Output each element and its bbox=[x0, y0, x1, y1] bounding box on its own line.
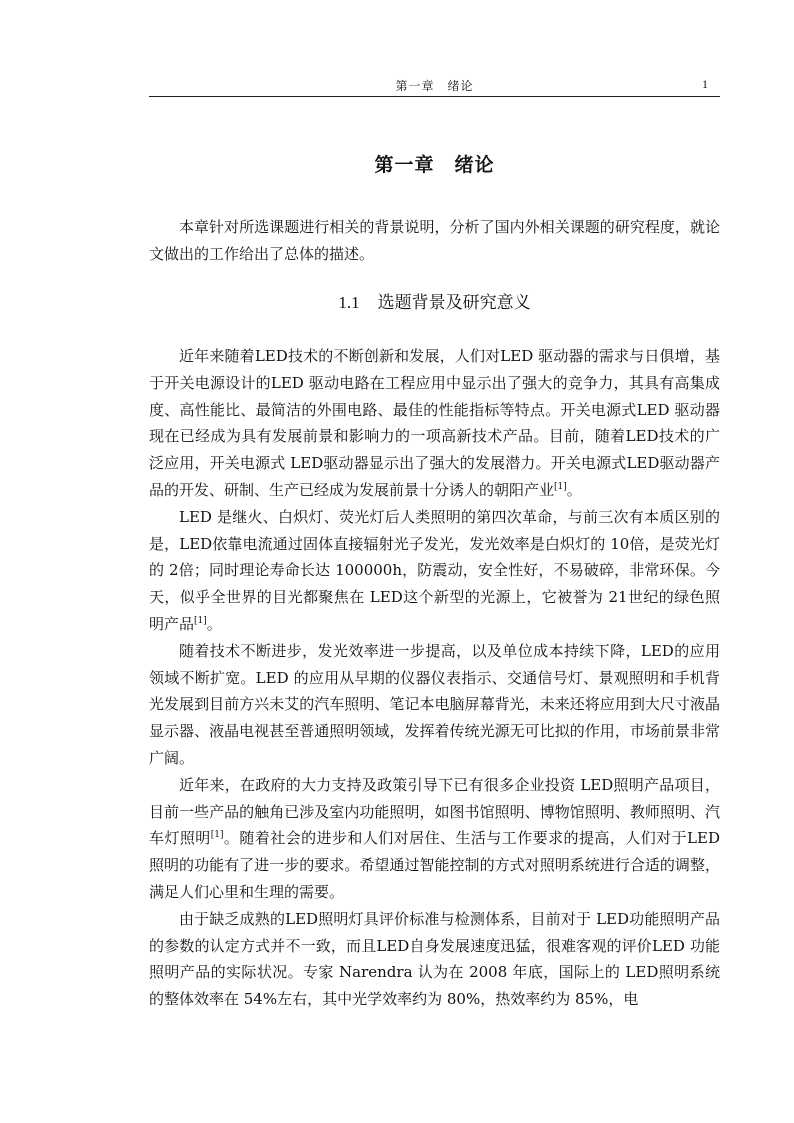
chapter-title bbox=[149, 150, 720, 177]
chapter-intro: 本章针对所选课题进行相关的背景说明，分析了国内外相关课题的研究程度，就论文做出的工作给出了总体的描述。 bbox=[149, 218, 720, 263]
section-heading bbox=[149, 288, 720, 313]
citation: [1] bbox=[554, 481, 567, 492]
page-number: 1 bbox=[702, 77, 708, 91]
citation: [1] bbox=[194, 615, 207, 626]
paragraph: 近年来随着LED技术的不断创新和发展，人们对LED 驱动器的需求与日俱增，基于开关电源设计的LED 驱动电路在工程应用中显示出了强大的竞争力，其具有高集成度、高性能比、最简洁的外围电路、最佳的性能指标等特点。开关电源式LED 驱动器现在已经成为具有发展前景和影响力的一项高新技术产品。目前，随着LED技术的广泛应用，开关电源式 LED驱动器显示出了强大的发展潜力。开关电源式LED驱动器产品的开发、研制、生产已经成为发展前景十分诱人的朝阳产业[1]。 bbox=[149, 347, 720, 499]
chapter-name: 绪论 bbox=[454, 154, 495, 176]
section-number: 1.1 bbox=[338, 293, 360, 312]
chapter-number: 第一章 bbox=[374, 154, 435, 176]
paragraph: 近年来，在政府的大力支持及政策引导下已有很多企业投资 LED照明产品项目，目前一些产品的触角已涉及室内功能照明，如图书馆照明、博物馆照明、教师照明、汽车灯照明[1]。随着社会的进步和人们对居住、生活与工作要求的提高，人们对于LED 照明的功能有了进一步的要求。希望通过智能控制的方式对照明系统进行合适的调整，满足人们心里和生理的需要。 bbox=[149, 775, 720, 901]
body-text bbox=[149, 343, 720, 1013]
citation: [1] bbox=[210, 830, 224, 841]
paragraph: LED 是继火、白炽灯、荧光灯后人类照明的第四次革命，与前三次有本质区别的是，LED依靠电流通过固体直接辐射光子发光，发光效率是白炽灯的 10倍，是荧光灯的 2倍；同时理论寿命长达 100000h，防震动，安全性好，不易破碎，非常环保。今天，似乎全世界的目光都聚焦在 LED这个新型的光源上，它被誉为 21世纪的绿色照明产品[1]。 bbox=[149, 507, 720, 633]
paragraph: 由于缺乏成熟的LED照明灯具评价标准与检测体系，目前对于 LED功能照明产品的参数的认定方式并不一致，而且LED自身发展速度迅猛，很难客观的评价LED 功能照明产品的实际状况。专家 Narendra 认为在 2008 年底，国际上的 LED照明系统的整体效率在 54%左右，其中光学效率约为 80%，热效率约为 85%，电 bbox=[149, 909, 720, 1009]
paragraph: 随着技术不断进步，发光效率进一步提高，以及单位成本持续下降，LED的应用领域不断扩宽。LED 的应用从早期的仪器仪表指示、交通信号灯、景观照明和手机背光发展到目前方兴未艾的汽车照明、笔记本电脑屏幕背光，未来还将应用到大尺寸液晶显示器、液晶电视甚至普通照明领域，发挥着传统光源无可比拟的作用，市场前景非常广阔。 bbox=[149, 641, 720, 767]
running-title: 第一章 绪论 bbox=[395, 79, 474, 93]
section-title: 选题背景及研究意义 bbox=[377, 293, 531, 313]
page-header bbox=[149, 76, 720, 97]
